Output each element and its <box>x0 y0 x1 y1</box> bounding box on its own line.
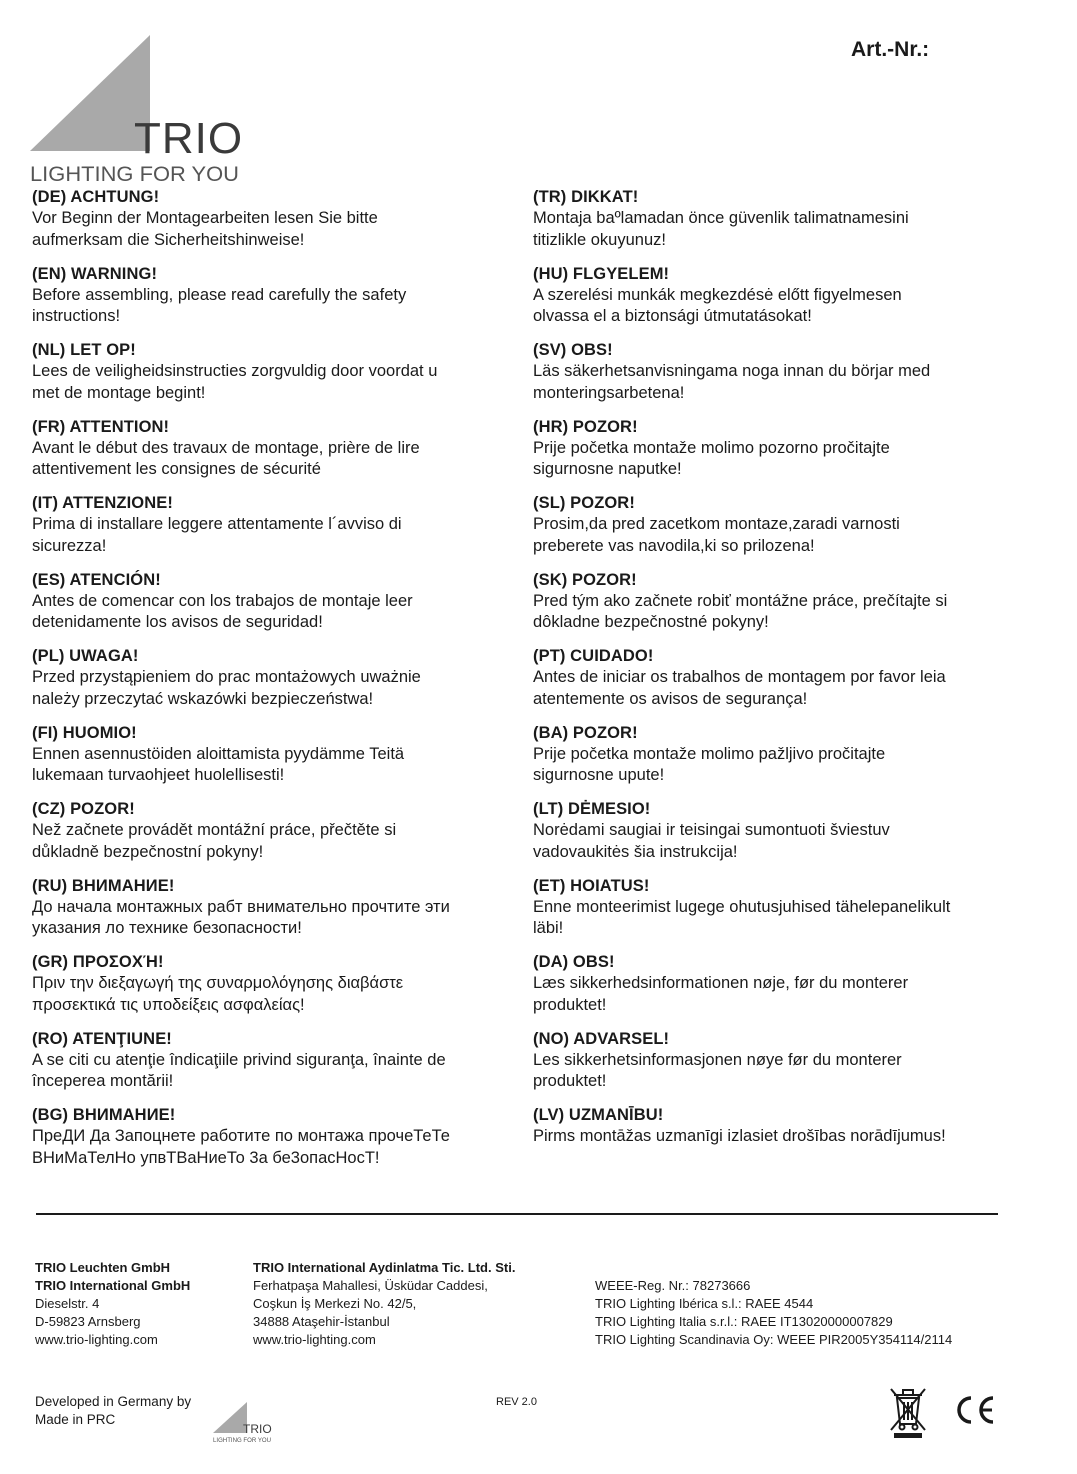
warning-block <box>32 875 522 952</box>
warning-title: (HU) FLGYELEM! <box>533 264 670 283</box>
warning-title: (HR) POZOR! <box>533 417 638 436</box>
warning-title: (ES) ATENCIÓN! <box>32 570 161 589</box>
warning-text-line: A szerelési munkák megkezdésė előtt figyelmesen <box>533 285 902 304</box>
warning-title: (EN) WARNING! <box>32 264 158 283</box>
warning-text-line: titizlikle okuyunuz! <box>533 230 666 249</box>
address-turkey <box>253 1259 515 1349</box>
warning-title: (CZ) POZOR! <box>32 800 135 818</box>
warning-text-line: Než začnete provádět montážní práce, přečtěte si <box>32 821 397 839</box>
warning-title: (PT) CUIDADO! <box>533 647 654 665</box>
warning-block <box>533 1028 1023 1105</box>
warning-text-line: Prima di installare leggere attentamente l´avviso di <box>32 515 402 533</box>
warning-title: (LT) DĖMESIO! <box>533 800 651 818</box>
warning-title: (DA) OBS! <box>533 953 615 971</box>
warning-text-line: sigurnosne naputke! <box>533 460 682 478</box>
warning-text-line: produktet! <box>533 1072 607 1090</box>
warning-text-line: Enne monteerimist lugege ohutusjuhised tähelepanelikult <box>533 897 951 916</box>
warning-block <box>533 875 1023 952</box>
warning-text-line: προσεκτικά τις υποδείξεις ασφαλείας! <box>32 995 305 1014</box>
warning-title: (TR) DIKKAT! <box>533 188 639 206</box>
address-line: Dieselstr. 4 <box>35 1296 100 1311</box>
logo-brand: TRIO <box>134 114 244 163</box>
address-line: TRIO Lighting Scandinavia Oy: WEEE PIR2005Y354114/2114 <box>595 1332 953 1347</box>
address-company-name: TRIO Leuchten GmbH <box>35 1260 171 1275</box>
warning-text-line: aufmerksam die Sicherheitshinweise! <box>32 230 305 249</box>
warning-block <box>533 1104 1023 1181</box>
warning-text-line: Prosim,da pred zacetkom montaze,zaradi varnosti <box>533 515 900 533</box>
warning-text-line: Antes de iniciar os trabalhos de montagem por favor leia <box>533 668 946 686</box>
warning-text-line: met de montage begint! <box>32 383 206 402</box>
warning-title: (FI) HUOMIO! <box>32 723 137 742</box>
weee-registrations <box>595 1277 952 1349</box>
warning-block <box>32 492 522 569</box>
address-line: Coşkun İş Merkezi No. 42/5, <box>253 1296 417 1311</box>
warnings-column-left <box>32 186 522 1181</box>
warning-text-line: Avant le début des travaux de montage, prière de lire <box>32 438 420 457</box>
warning-title: (RO) ATENŢIUNE! <box>32 1029 172 1048</box>
warning-title: (BG) ВНИМАНИЕ! <box>32 1106 176 1124</box>
crossed-bin-icon <box>888 1386 928 1438</box>
address-line: WEEE-Reg. Nr.: 78273666 <box>595 1278 751 1293</box>
warning-block <box>32 722 522 799</box>
warning-title: (SV) OBS! <box>533 341 613 359</box>
address-germany <box>35 1259 190 1349</box>
footer-divider <box>36 1213 998 1215</box>
warning-text-line: Les sikkerhetsinformasjonen nøye før du monterer <box>533 1050 902 1069</box>
warning-text-line: läbi! <box>533 919 564 937</box>
warning-text-line: vadovaukitės šia instrukcija! <box>533 842 738 861</box>
warning-text-line: Pred tým ako začnete robiť montážne práce, prečítajte si <box>533 591 948 610</box>
warning-title: (NL) LET OP! <box>32 341 136 359</box>
logo-triangle <box>30 35 150 151</box>
warning-text-line: ВНиМаТелНо упвТВаНиеТо 3а бе3опасНосТ! <box>32 1148 380 1167</box>
warning-text-line: Before assembling, please read carefully the safety <box>32 285 407 304</box>
warning-block <box>32 1104 522 1181</box>
art-nr-label: Art.-Nr.: <box>851 38 930 61</box>
warning-title: (FR) ATTENTION! <box>32 417 170 436</box>
warning-text-line: preberete vas navodila,ki so prilozena! <box>533 536 815 555</box>
logo-tagline: LIGHTING FOR YOU <box>30 162 239 185</box>
warning-block <box>533 186 1023 263</box>
warning-text-line: Pirms montāžas uzmanīgi izlasiet drošības norādījumus! <box>533 1127 946 1145</box>
warning-text-line: До начала монтажных рабт внимательно прочтите эти <box>32 897 450 916</box>
warning-block <box>32 263 522 340</box>
address-company-name: TRIO International GmbH <box>35 1278 191 1293</box>
warning-text-line: Ennen asennustöiden aloittamista pyydämme Teitä <box>32 744 405 763</box>
warnings-column-right <box>533 186 1023 1181</box>
warning-title: (NO) ADVARSEL! <box>533 1029 670 1048</box>
warning-text-line: Læs sikkerhedsinformationen nøje, før du monterer <box>533 974 909 992</box>
warning-title: (BA) POZOR! <box>533 723 638 742</box>
warning-text-line: Przed przystąpieniem do prac montażowych uważnie <box>32 668 421 686</box>
warning-text-line: începerea montării! <box>32 1072 174 1090</box>
warning-text-line: należy przeczytać wskazówki bezpieczeństwa! <box>32 689 374 708</box>
warning-text-line: instructions! <box>32 307 121 325</box>
warning-text-line: sigurnosne upute! <box>533 766 665 784</box>
warning-text-line: olvassa el a biztonsági útmutatásokat! <box>533 307 812 325</box>
warning-block <box>32 339 522 416</box>
warning-text-line: A se citi cu atenţie îndicaţiile privind siguranţa, înainte de <box>32 1050 446 1069</box>
ce-mark-icon <box>953 1393 997 1427</box>
address-line: D-59823 Arnsberg <box>35 1314 141 1329</box>
warning-block <box>32 951 522 1028</box>
warning-block <box>533 339 1023 416</box>
address-line: TRIO Lighting Ibérica s.l.: RAEE 4544 <box>595 1296 814 1311</box>
warning-text-line: Antes de comencar con los trabajos de montaje leer <box>32 591 413 610</box>
warning-text-line: Prije početka montaže molimo pažljivo pročitajte <box>533 744 886 763</box>
warning-text-line: lukemaan turvaohjeet huolellisesti! <box>32 766 285 784</box>
warning-block <box>533 416 1023 493</box>
warning-text-line: Montaja baºlamadan önce güvenlik talimatnamesini <box>533 209 909 227</box>
warning-block <box>32 569 522 646</box>
warning-title: (LV) UZMANĪBU! <box>533 1106 664 1124</box>
warning-block <box>533 951 1023 1028</box>
warning-text-line: указания ло технике безопасности! <box>32 919 302 937</box>
warning-title: (DE) ACHTUNG! <box>32 188 160 206</box>
warning-text-line: Prije početka montaže molimo pozorno pročitajte <box>533 438 890 457</box>
logo-small-tagline: LIGHTING FOR YOU <box>213 1438 271 1444</box>
warning-text-line: Vor Beginn der Montagearbeiten lesen Sie bitte <box>32 209 378 227</box>
address-line: Ferhatpaşa Mahallesi, Üsküdar Caddesi, <box>253 1278 488 1293</box>
address-line: www.trio-lighting.com <box>253 1332 376 1347</box>
warning-title: (GR) ΠΡΟΣΟΧΉ! <box>32 953 164 971</box>
trio-logo <box>30 35 245 185</box>
warning-block <box>533 263 1023 340</box>
warning-text-line: atentemente os avisos de segurança! <box>533 689 808 708</box>
warning-text-line: produktet! <box>533 995 607 1014</box>
warning-text-line: Läs säkerhetsanvisningama noga innan du börjar med <box>533 362 931 380</box>
warning-title: (PL) UWAGA! <box>32 647 139 665</box>
trio-logo-small <box>213 1402 273 1444</box>
warning-text-line: dôkladne bezpečnostné pokyny! <box>533 613 769 631</box>
warning-title: (IT) ATTENZIONE! <box>32 494 173 512</box>
warning-block <box>32 416 522 493</box>
warning-title: (RU) ВНИМАНИЕ! <box>32 876 175 895</box>
warning-title: (SK) POZOR! <box>533 570 637 589</box>
warning-block <box>533 645 1023 722</box>
warning-text-line: monteringsarbetena! <box>533 383 685 402</box>
warning-text-line: důkladně bezpečnostní pokyny! <box>32 842 264 861</box>
address-company-name: TRIO International Aydinlatma Tic. Ltd. Sti. <box>253 1260 516 1275</box>
warning-block <box>533 492 1023 569</box>
warning-text-line: detenidamente los avisos de seguridad! <box>32 613 323 631</box>
revision-label: REV 2.0 <box>496 1396 537 1408</box>
warning-text-line: attentivement les consignes de sécurité <box>32 460 321 478</box>
warning-text-line: Norėdami saugiai ir teisingai sumontuoti šviestuv <box>533 821 890 839</box>
warning-text-line: Πριν την διεξαγωγή της συναρμολόγησης διαβάστε <box>32 974 404 992</box>
logo-small-brand: TRIO <box>243 1422 272 1436</box>
warning-block <box>533 798 1023 875</box>
warning-block <box>533 722 1023 799</box>
footer-origin <box>35 1393 191 1429</box>
warning-block <box>32 798 522 875</box>
address-line: 34888 Ataşehir-İstanbul <box>253 1314 390 1329</box>
warning-text-line: ПреДИ Да Запоцнете работите по монтажа прочеТеТе <box>32 1127 450 1145</box>
logo-small-triangle <box>213 1402 247 1433</box>
warning-block <box>533 569 1023 646</box>
warning-text-line: Lees de veiligheidsinstructies zorgvuldig door voordat u <box>32 362 438 380</box>
warning-block <box>32 186 522 263</box>
warning-block <box>32 645 522 722</box>
warning-title: (SL) POZOR! <box>533 494 635 512</box>
warning-block <box>32 1028 522 1105</box>
developed-in-label: Developed in Germany by <box>35 1394 192 1409</box>
warning-text-line: sicurezza! <box>32 536 107 555</box>
address-line: TRIO Lighting Italia s.r.l.: RAEE IT13020000007829 <box>595 1314 893 1329</box>
made-in-label: Made in PRC <box>35 1412 116 1427</box>
warning-title: (ET) HOIATUS! <box>533 876 650 895</box>
address-line: www.trio-lighting.com <box>35 1332 158 1347</box>
